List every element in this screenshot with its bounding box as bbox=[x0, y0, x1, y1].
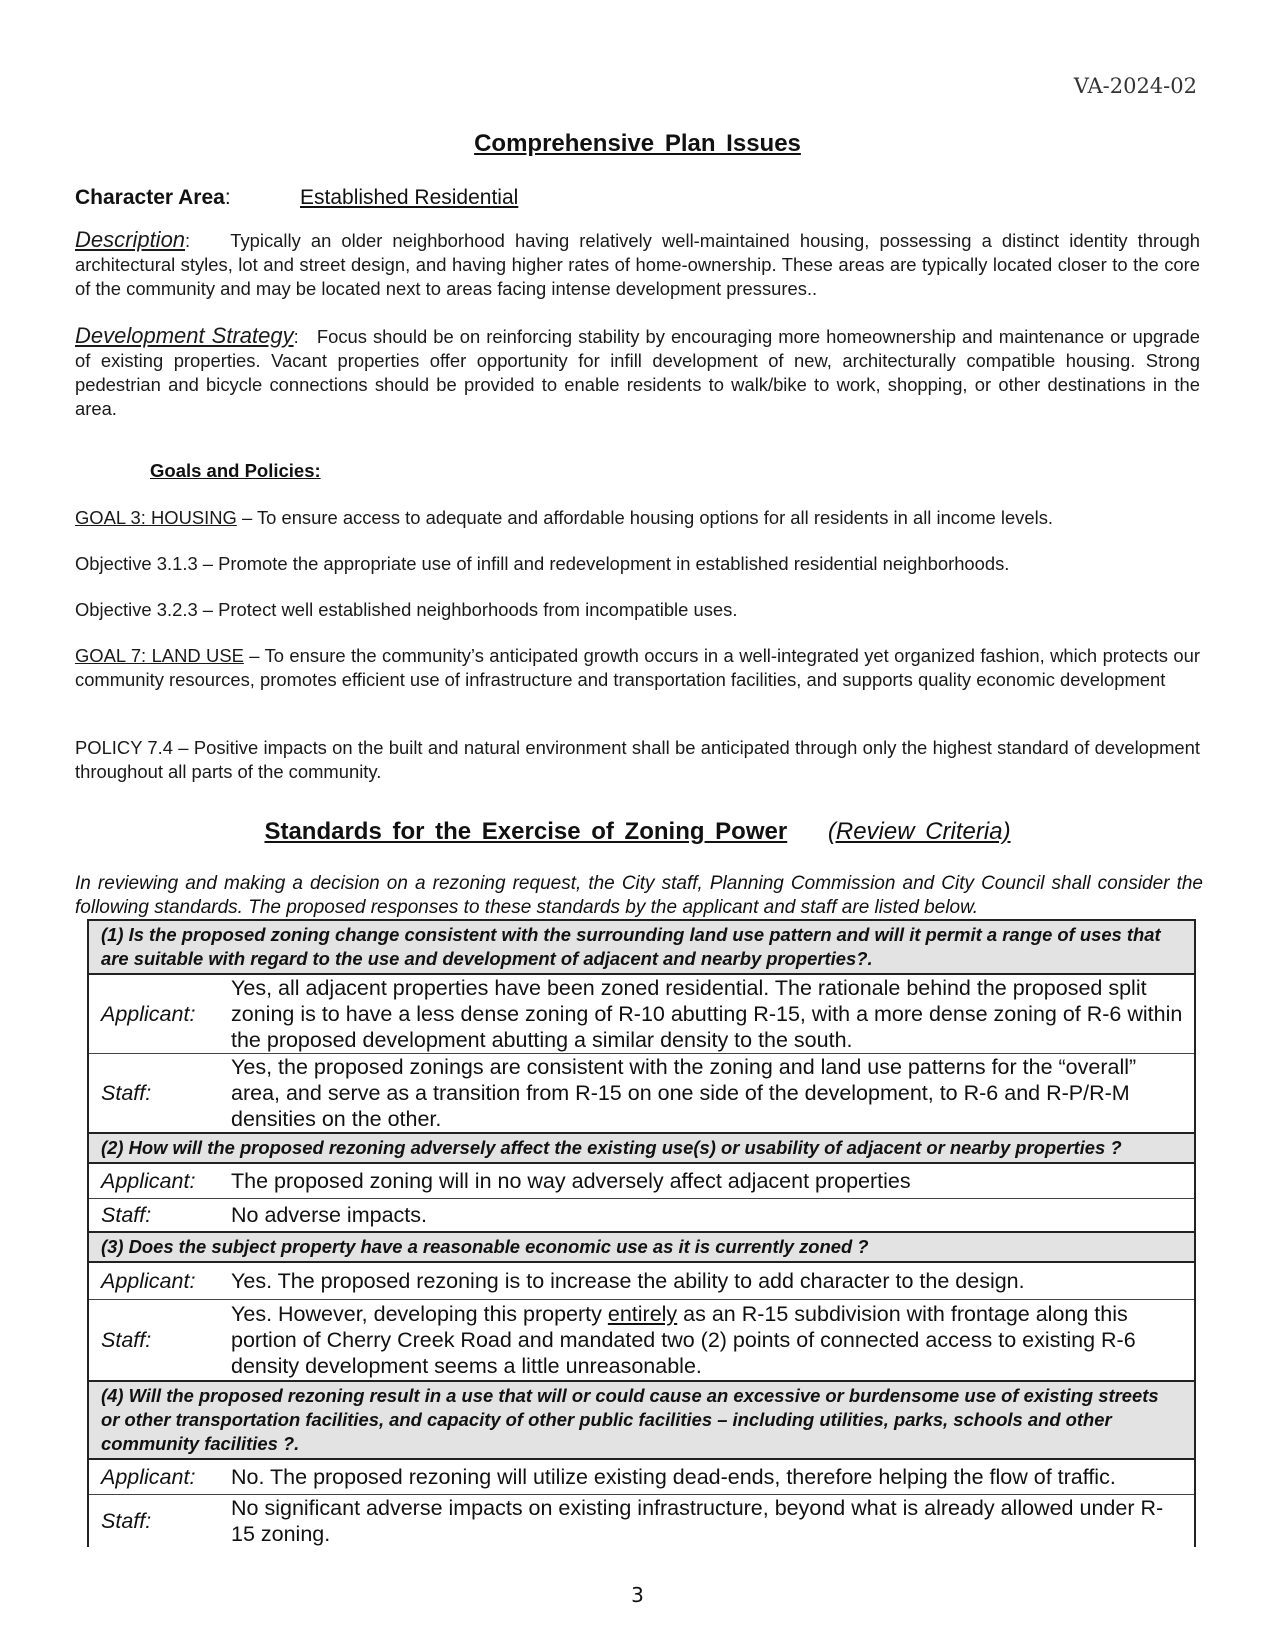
applicant-response-row bbox=[89, 1164, 1194, 1198]
staff-label: Staff: bbox=[101, 1508, 152, 1533]
criterion-question: (2) How will the proposed rezoning adversely affect the existing use(s) or usability of adjacent or nearby properties ? bbox=[89, 1132, 1194, 1164]
applicant-response-row bbox=[89, 1263, 1194, 1299]
staff-response: No adverse impacts. bbox=[231, 1202, 427, 1227]
description-text: Typically an older neighborhood having relatively well-maintained housing, possessing a distinct identity through architectural styles, lot and street design, and having higher rates of home-ownership. These areas are typically located closer to the core of the community and may be located next to areas facing intense development pressures.. bbox=[75, 230, 1200, 299]
goal-7-label: GOAL 7: LAND USE bbox=[75, 645, 244, 666]
applicant-label: Applicant: bbox=[101, 1001, 196, 1026]
development-strategy-label: Development Strategy bbox=[75, 323, 294, 348]
zoning-standards-title: Standards for the Exercise of Zoning Power bbox=[264, 818, 788, 845]
criterion-question: (1) Is the proposed zoning change consistent with the surrounding land use pattern and will it permit a range of uses that are suitable with regard to the use and development of adjacent and nearby properties?. bbox=[89, 921, 1194, 975]
objective-3-1-3: Objective 3.1.3 – Promote the appropriate use of infill and redevelopment in established residential neighborhoods. bbox=[75, 553, 1010, 574]
document-id: VA-2024-02 bbox=[1073, 74, 1197, 98]
applicant-label: Applicant: bbox=[101, 1168, 196, 1193]
section-title-comprehensive-plan: Comprehensive Plan Issues bbox=[474, 130, 801, 157]
goal-3-text: – To ensure access to adequate and affordable housing options for all residents in all income levels. bbox=[241, 507, 1054, 528]
goal-3-label: GOAL 3: HOUSING bbox=[75, 507, 237, 528]
applicant-response: Yes. The proposed rezoning is to increase the ability to add character to the design. bbox=[231, 1268, 1025, 1293]
section-title-zoning-standards bbox=[0, 818, 1275, 846]
goal-7-text: – To ensure the community’s anticipated growth occurs in a well-integrated yet organized fashion, which protects our community resources, promotes efficient use of infrastructure and transportation facilities, and supports quality economic development bbox=[75, 645, 1200, 690]
staff-response-row bbox=[89, 1494, 1194, 1547]
objective-3-2-3: Objective 3.2.3 – Protect well established neighborhoods from incompatible uses. bbox=[75, 599, 738, 620]
character-area-colon: : bbox=[224, 186, 231, 209]
staff-response: Yes. However, developing this property entirely as an R-15 subdivision with frontage along this portion of Cherry Creek Road and mandated two (2) points of connected access to existing R-6 density development seems a little unreasonable. bbox=[231, 1301, 1136, 1378]
development-strategy-paragraph: Development Strategy: Focus should be on reinforcing stability by encouraging more homeownership and maintenance or upgrade of existing properties. Vacant properties offer opportunity for infill development of new, architecturally compatible housing. Strong pedestrian and bicycle connections should be provided to enable residents to walk/bike to work, shopping, or other destinations in the area. bbox=[75, 323, 1200, 419]
applicant-response: Yes, all adjacent properties have been zoned residential. The rationale behind the proposed split zoning is to have a less dense zoning of R-10 abutting R-15, with a more dense zoning of R-6 within the proposed development abutting a similar density to the south. bbox=[231, 975, 1183, 1052]
character-area bbox=[75, 186, 519, 210]
policy-7-4: POLICY 7.4 – Positive impacts on the built and natural environment shall be anticipated through only the highest standard of development throughout all parts of the community. bbox=[75, 737, 1200, 782]
criterion-question: (4) Will the proposed rezoning result in a use that will or could cause an excessive or burdensome use of existing streets or other transportation facilities, and capacity of other public facilities – including utilities, parks, schools and other community facilities ?. bbox=[89, 1380, 1194, 1460]
goals-heading: Goals and Policies: bbox=[150, 460, 321, 481]
goal-3-paragraph bbox=[75, 506, 1200, 530]
staff-response-row bbox=[89, 1053, 1194, 1132]
staff-label: Staff: bbox=[101, 1080, 152, 1105]
page-number: 3 bbox=[631, 1583, 644, 1607]
staff-response: Yes, the proposed zonings are consistent with the zoning and land use patterns for the “overall” area, and serve as a transition from R-15 on one side of the development, to R-6 and R-P/R-M densities on the other. bbox=[231, 1054, 1137, 1131]
applicant-response: The proposed zoning will in no way adversely affect adjacent properties bbox=[231, 1168, 911, 1193]
emphasis-entirely: entirely bbox=[607, 1301, 678, 1326]
description-paragraph: Description: Typically an older neighborhood having relatively well-maintained housing, possessing a distinct identity through architectural styles, lot and street design, and having higher rates of home-ownership. These areas are typically located closer to the core of the community and may be located next to areas facing intense development pressures.. bbox=[75, 227, 1200, 299]
staff-label: Staff: bbox=[101, 1327, 152, 1352]
review-criteria-subtitle: (Review Criteria) bbox=[827, 818, 1011, 845]
staff-response-row bbox=[89, 1299, 1194, 1380]
criterion-question: (3) Does the subject property have a reasonable economic use as it is currently zoned ? bbox=[89, 1231, 1194, 1263]
applicant-label: Applicant: bbox=[101, 1268, 196, 1293]
staff-label: Staff: bbox=[101, 1202, 152, 1227]
staff-response: No significant adverse impacts on existing infrastructure, beyond what is already allowed under R-15 zoning. bbox=[231, 1495, 1164, 1546]
applicant-response: No. The proposed rezoning will utilize existing dead-ends, therefore helping the flow of traffic. bbox=[231, 1464, 1116, 1489]
review-intro: In reviewing and making a decision on a rezoning request, the City staff, Planning Commission and City Council shall consider the following standards. The proposed responses to these standards by the applicant and staff are listed below. bbox=[75, 873, 1203, 918]
applicant-label: Applicant: bbox=[101, 1464, 196, 1489]
description-label: Description bbox=[75, 227, 186, 252]
criteria-table bbox=[87, 919, 1196, 1547]
development-strategy-text: Focus should be on reinforcing stability by encouraging more homeownership and maintenance or upgrade of existing properties. Vacant properties offer opportunity for infill development of new, architecturally compatible housing. Strong pedestrian and bicycle connections should be provided to enable residents to walk/bike to work, shopping, or other destinations in the area. bbox=[75, 326, 1200, 419]
character-area-label: Character Area bbox=[75, 186, 225, 209]
applicant-response-row bbox=[89, 1460, 1194, 1494]
applicant-response-row bbox=[89, 975, 1194, 1053]
goal-7-paragraph bbox=[75, 644, 1200, 692]
character-area-value: Established Residential bbox=[300, 186, 519, 209]
staff-response-row bbox=[89, 1198, 1194, 1231]
